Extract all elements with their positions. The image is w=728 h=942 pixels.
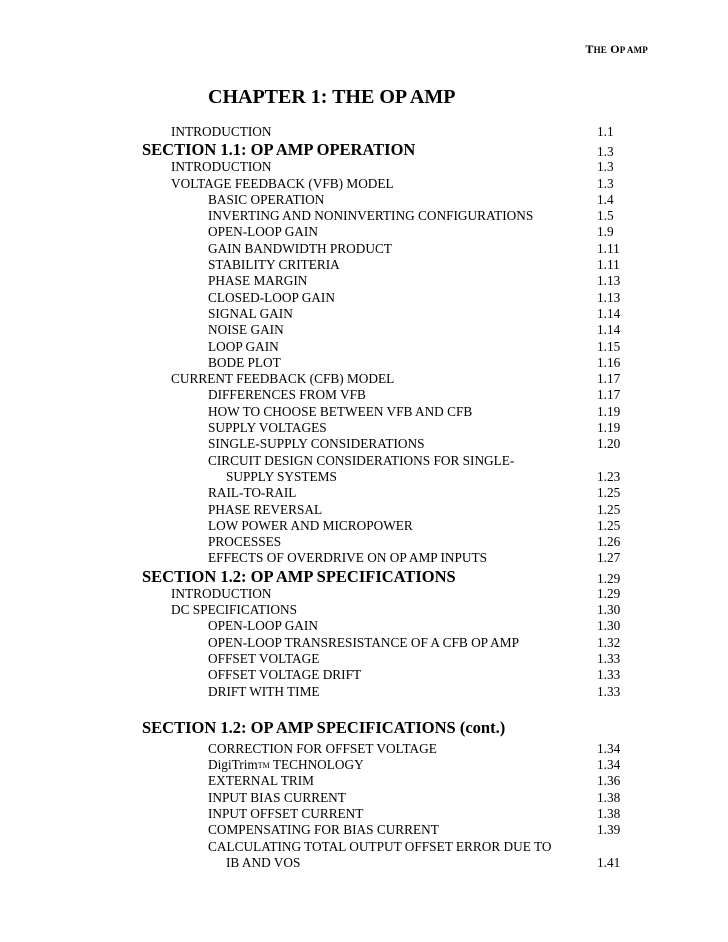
toc-entry-title: GAIN BANDWIDTH PRODUCT (208, 240, 392, 256)
toc-entry-title: IB AND VOS (226, 854, 301, 870)
toc-entry-title: SECTION 1.2: OP AMP SPECIFICATIONS (142, 566, 456, 586)
toc-entry-title: PROCESSES (208, 534, 282, 550)
toc-page-number: 1.16 (597, 354, 621, 370)
toc-entry-title: DRIFT WITH TIME (208, 683, 320, 699)
toc-entry (0, 436, 728, 452)
toc-entry-title: PHASE MARGIN (208, 273, 308, 289)
toc-entry (0, 224, 728, 240)
toc-entry-title: OPEN-LOOP GAIN (208, 618, 318, 634)
toc-page-number: 1.25 (597, 501, 621, 517)
toc-part-2 (0, 718, 728, 871)
toc-entry-title: COMPENSATING FOR BIAS CURRENT (208, 822, 439, 838)
toc-page-number: 1.32 (597, 634, 621, 650)
toc-entry (0, 773, 728, 789)
toc-page-number: 1.27 (597, 550, 621, 566)
chapter-title: CHAPTER 1: THE OP AMP (208, 86, 456, 108)
toc-page-number: 1.20 (597, 436, 621, 452)
toc-page-number: 1.11 (597, 257, 620, 273)
toc-page-number: 1.17 (597, 371, 621, 387)
toc-entry (0, 667, 728, 683)
toc-entry-title: SINGLE-SUPPLY CONSIDERATIONS (208, 436, 425, 452)
toc-entry (0, 192, 728, 208)
toc-page-number: 1.34 (597, 740, 621, 756)
toc-entry-title: SUPPLY SYSTEMS (226, 468, 337, 484)
toc-entry (0, 404, 728, 420)
running-header-letter: T (585, 42, 594, 56)
toc-entry-title: LOOP GAIN (208, 338, 279, 354)
toc-gap (0, 700, 728, 718)
toc-page-number: 1.11 (597, 240, 620, 256)
running-header (585, 42, 648, 57)
toc-page-number: 1.29 (597, 585, 621, 601)
toc-page-number: 1.4 (597, 191, 614, 207)
toc-entry (0, 651, 728, 667)
toc-page-number: 1.30 (597, 618, 621, 634)
toc-entry (0, 208, 728, 224)
running-header-letter: O (607, 42, 620, 56)
toc-page-number: 1.14 (597, 305, 621, 321)
toc-page-number: 1.3 (597, 144, 614, 160)
toc-entry (0, 790, 728, 806)
trademark-mark: TM (257, 761, 270, 771)
toc-entry (0, 839, 728, 855)
toc-page-number: 1.17 (597, 387, 621, 403)
toc-entry-title: INVERTING AND NONINVERTING CONFIGURATIONS (208, 208, 534, 224)
toc-page-number: 1.33 (597, 683, 621, 699)
toc-page-number: 1.19 (597, 403, 621, 419)
toc-entry-title: DC SPECIFICATIONS (171, 602, 297, 618)
toc-entry (0, 306, 728, 322)
toc-entry-title: SUPPLY VOLTAGES (208, 420, 327, 436)
toc-entry-title: STABILITY CRITERIA (208, 257, 340, 273)
toc-entry-title: INTRODUCTION (171, 585, 272, 601)
toc-entry-title: HOW TO CHOOSE BETWEEN VFB AND CFB (208, 403, 473, 419)
toc-entry (0, 550, 728, 566)
toc-entry-title: OPEN-LOOP GAIN (208, 224, 318, 240)
toc-entry (0, 469, 728, 485)
toc-entry-title: INPUT BIAS CURRENT (208, 789, 346, 805)
toc-entry-title: OFFSET VOLTAGE DRIFT (208, 667, 362, 683)
toc-entry-title: EXTERNAL TRIM (208, 773, 314, 789)
toc-page-number: 1.38 (597, 805, 621, 821)
toc-entry (0, 322, 728, 338)
toc-page-number: 1.1 (597, 124, 614, 139)
toc-entry-title: VOLTAGE FEEDBACK (VFB) MODEL (171, 175, 394, 191)
toc-entry-title: CORRECTION FOR OFFSET VOLTAGE (208, 740, 437, 756)
toc-entry (0, 371, 728, 387)
toc-page-number: 1.33 (597, 667, 621, 683)
toc-page-number: 1.5 (597, 208, 614, 224)
toc-entry-title: INTRODUCTION (171, 124, 272, 139)
toc-entry (0, 387, 728, 403)
toc-page-number: 1.13 (597, 273, 621, 289)
toc-entry-title: SECTION 1.2: OP AMP SPECIFICATIONS (cont.) (142, 717, 506, 737)
toc-entry (0, 822, 728, 838)
toc-entry (0, 618, 728, 634)
toc-page-number: 1.9 (597, 224, 614, 240)
toc-entry-title: SIGNAL GAIN (208, 305, 293, 321)
toc-page-number: 1.13 (597, 289, 621, 305)
toc-page-number: 1.33 (597, 650, 621, 666)
toc-entry (0, 586, 728, 602)
toc-entry-title: PHASE REVERSAL (208, 501, 323, 517)
toc-entry (0, 355, 728, 371)
toc-entry-title: SECTION 1.1: OP AMP OPERATION (142, 140, 416, 160)
toc-entry (0, 806, 728, 822)
toc-page-number: 1.39 (597, 822, 621, 838)
toc-entry-title: BASIC OPERATION (208, 191, 325, 207)
toc-section-heading (0, 567, 728, 586)
toc-entry (0, 339, 728, 355)
toc-page-number: 1.29 (597, 570, 621, 586)
toc-entry (0, 757, 728, 773)
toc-entry (0, 159, 728, 175)
toc-entry-title: LOW POWER AND MICROPOWER (208, 517, 413, 533)
toc-entry (0, 257, 728, 273)
toc-entry-title: EFFECTS OF OVERDRIVE ON OP AMP INPUTS (208, 550, 488, 566)
toc-entry (0, 290, 728, 306)
toc-entry-title: INTRODUCTION (171, 159, 272, 175)
toc-entry (0, 741, 728, 757)
toc-entry-title: CURRENT FEEDBACK (CFB) MODEL (171, 371, 395, 387)
toc-page-number: 1.34 (597, 757, 621, 773)
toc-entry-title: BODE PLOT (208, 354, 281, 370)
toc-page-number: 1.36 (597, 773, 621, 789)
toc-entry-title: OFFSET VOLTAGE (208, 650, 320, 666)
toc-entry-title: DigiTrimTM TECHNOLOGY (208, 757, 364, 773)
toc-section-heading (0, 140, 728, 159)
toc-entry-title: CLOSED-LOOP GAIN (208, 289, 335, 305)
toc-page-number: 1.23 (597, 468, 621, 484)
toc-entry (0, 534, 728, 550)
toc-entry (0, 855, 728, 871)
toc-entry (0, 602, 728, 618)
toc-page-number: 1.41 (597, 854, 621, 870)
toc-page-number: 1.14 (597, 322, 621, 338)
toc-page-number: 1.25 (597, 485, 621, 501)
toc-entry (0, 176, 728, 192)
toc-section-heading (0, 718, 728, 741)
toc-entry-title: NOISE GAIN (208, 322, 284, 338)
toc-page-number: 1.25 (597, 517, 621, 533)
toc-entry (0, 420, 728, 436)
toc-page-number: 1.19 (597, 420, 621, 436)
toc-page-number: 1.26 (597, 534, 621, 550)
toc-page-number: 1.15 (597, 338, 621, 354)
toc-entry-title: DIFFERENCES FROM VFB (208, 387, 366, 403)
toc-entry-title: RAIL-TO-RAIL (208, 485, 297, 501)
toc-page-number: 1.3 (597, 159, 614, 175)
toc-entry (0, 518, 728, 534)
running-header-smallcaps: HE (593, 45, 608, 55)
toc-entry-title: CIRCUIT DESIGN CONSIDERATIONS FOR SINGLE- (208, 452, 515, 468)
toc-part-1 (0, 124, 728, 700)
toc-entry (0, 453, 728, 469)
toc-entry (0, 241, 728, 257)
toc-page-number: 1.3 (597, 175, 614, 191)
table-of-contents (0, 124, 728, 871)
toc-entry (0, 124, 728, 140)
toc-entry (0, 684, 728, 700)
toc-entry-title: CALCULATING TOTAL OUTPUT OFFSET ERROR DUE TO (208, 838, 552, 854)
toc-page-number: 1.38 (597, 789, 621, 805)
running-header-smallcaps: P AMP (619, 45, 648, 55)
toc-page-number: 1.30 (597, 602, 621, 618)
toc-entry (0, 502, 728, 518)
toc-entry-title: INPUT OFFSET CURRENT (208, 805, 364, 821)
toc-entry (0, 635, 728, 651)
toc-entry (0, 485, 728, 501)
toc-entry (0, 273, 728, 289)
toc-entry-title: OPEN-LOOP TRANSRESISTANCE OF A CFB OP AMP (208, 634, 519, 650)
